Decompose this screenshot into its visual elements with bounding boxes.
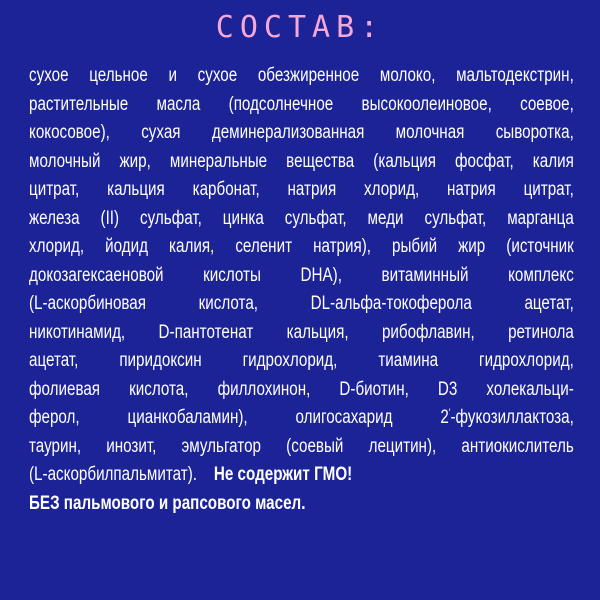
ingredients-line: растительные масла (подсолнечное высокоолеиновое, соевое, — [29, 93, 574, 115]
ingredients-line: железа (II) сульфат, цинка сульфат, меди сульфат, марганца — [29, 207, 574, 229]
ingredients-line: таурин, инозит, эмульгатор (соевый лецитин), антиокислитель — [29, 435, 574, 457]
ingredients-text — [29, 62, 574, 518]
line-text: (L-аскорбилпальмитат). — [29, 464, 197, 485]
ingredients-line: докозагексаеновой кислоты DHA), витаминный комплекс — [29, 264, 574, 286]
ingredients-line: цитрат, кальция карбонат, натрия хлорид, натрия цитрат, — [29, 179, 574, 200]
line-text: -фукозиллактоза, — [450, 407, 574, 428]
ingredients-line: молочный жир, минеральные вещества (кальция фосфат, калия — [29, 150, 574, 172]
ingredients-line: фолиевая кислота, филлохинон, D-биотин, D3 холекальци- — [29, 378, 574, 400]
ingredients-line — [29, 461, 574, 490]
ingredients-line: (L-аскорбиновая кислота, DL-альфа-токоферола ацетат, — [29, 293, 574, 314]
superscript-mark: ' — [448, 407, 451, 419]
composition-title: СОСТАВ: — [215, 10, 385, 45]
line-text: ферол, цианкобаламин), олигосахарид 2 — [29, 407, 449, 428]
ingredients-line — [29, 404, 574, 433]
ingredients-line: хлорид, йодид калия, селенит натрия), рыбий жир (источник — [29, 236, 574, 257]
no-palm-oil-statement: БЕЗ пальмового и рапсового масел. — [29, 492, 306, 514]
no-gmo-statement: Не содержит ГМО! — [213, 464, 353, 485]
ingredients-line: сухое цельное и сухое обезжиренное молоко, мальтодекстрин, — [29, 65, 574, 86]
ingredients-line: кокосовое), сухая деминерализованная молочная сыворотка, — [29, 122, 574, 143]
ingredients-line: никотинамид, D-пантотенат кальция, рибофлавин, ретинола — [29, 321, 574, 343]
ingredients-line: ацетат, пиридоксин гидрохлорид, тиамина гидрохлорид, — [29, 350, 574, 371]
